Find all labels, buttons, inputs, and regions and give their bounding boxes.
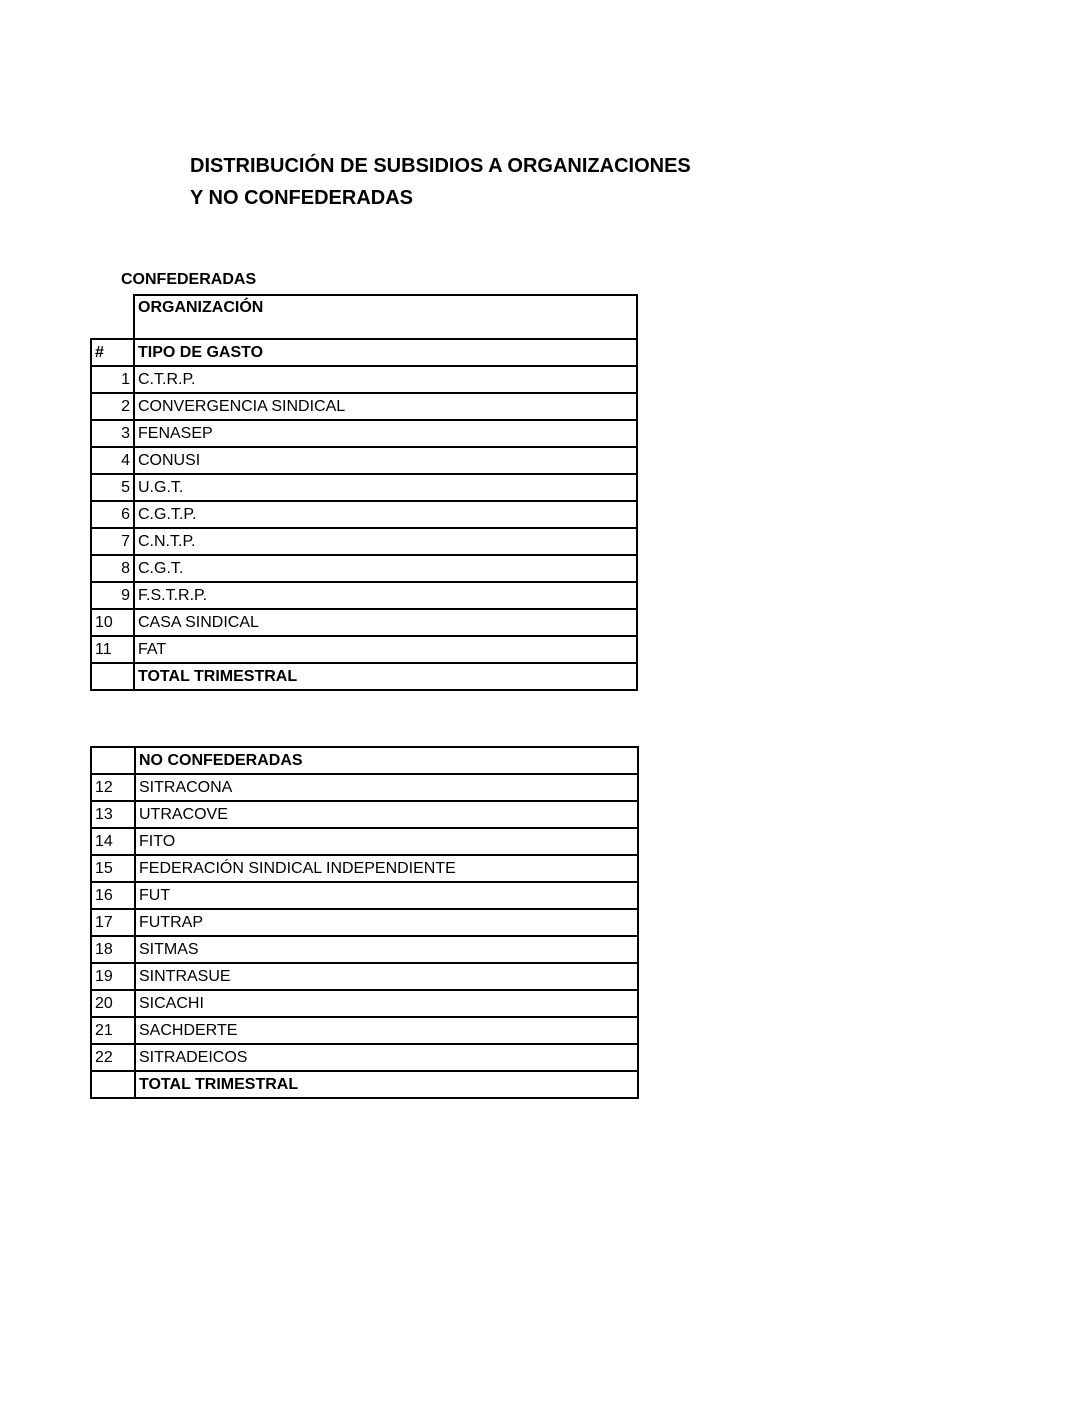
- row-number: 6: [91, 501, 134, 528]
- row-number: 21: [91, 1017, 135, 1044]
- organization-name: FEDERACIÓN SINDICAL INDEPENDIENTE: [135, 855, 638, 882]
- row-number: 20: [91, 990, 135, 1017]
- table-row: [91, 1044, 638, 1071]
- table-row: [91, 555, 637, 582]
- row-number: 14: [91, 828, 135, 855]
- table-row: [91, 855, 638, 882]
- row-number: 11: [91, 636, 134, 663]
- confederadas-label: CONFEDERADAS: [121, 271, 257, 288]
- table-row: [91, 801, 638, 828]
- total-label: TOTAL TRIMESTRAL: [135, 1071, 638, 1098]
- table-row: [91, 501, 637, 528]
- organization-name: FUTRAP: [135, 909, 638, 936]
- row-number: 17: [91, 909, 135, 936]
- empty-cell: [91, 295, 134, 339]
- row-number: 9: [91, 582, 134, 609]
- table-row: [91, 474, 637, 501]
- table-row: [91, 882, 638, 909]
- empty-cell: [91, 747, 135, 774]
- empty-cell: [91, 663, 134, 690]
- no-confederadas-header-row: [91, 747, 638, 774]
- row-number: 12: [91, 774, 135, 801]
- table-row: [91, 909, 638, 936]
- row-number: 22: [91, 1044, 135, 1071]
- no-confederadas-table: [90, 746, 639, 1099]
- organization-name: CONVERGENCIA SINDICAL: [134, 393, 637, 420]
- num-header: #: [91, 339, 134, 366]
- table-row: [91, 393, 637, 420]
- row-number: 3: [91, 420, 134, 447]
- title-line-1: DISTRIBUCIÓN DE SUBSIDIOS A ORGANIZACIONES: [190, 155, 691, 177]
- table-row: [91, 636, 637, 663]
- organization-name: FUT: [135, 882, 638, 909]
- row-number: 7: [91, 528, 134, 555]
- organization-name: F.S.T.R.P.: [134, 582, 637, 609]
- organization-name: SITRACONA: [135, 774, 638, 801]
- table-row: [91, 528, 637, 555]
- table-row: [91, 609, 637, 636]
- row-number: 10: [91, 609, 134, 636]
- table-row: [91, 963, 638, 990]
- confederadas-table: [90, 294, 638, 691]
- table-row: [91, 828, 638, 855]
- table-row: [91, 936, 638, 963]
- organization-name: SINTRASUE: [135, 963, 638, 990]
- organization-name: FITO: [135, 828, 638, 855]
- empty-cell: [91, 1071, 135, 1098]
- organization-name: CASA SINDICAL: [134, 609, 637, 636]
- organization-name: C.T.R.P.: [134, 366, 637, 393]
- organization-name: SICACHI: [135, 990, 638, 1017]
- organization-name: SACHDERTE: [135, 1017, 638, 1044]
- organization-name: SITRADEICOS: [135, 1044, 638, 1071]
- organization-name: U.G.T.: [134, 474, 637, 501]
- table-row: [91, 420, 637, 447]
- total-row: [91, 1071, 638, 1098]
- organization-name: CONUSI: [134, 447, 637, 474]
- row-number: 2: [91, 393, 134, 420]
- row-number: 4: [91, 447, 134, 474]
- row-number: 15: [91, 855, 135, 882]
- row-number: 19: [91, 963, 135, 990]
- total-label: TOTAL TRIMESTRAL: [134, 663, 637, 690]
- organization-name: FAT: [134, 636, 637, 663]
- organization-name: C.G.T.P.: [134, 501, 637, 528]
- organization-name: C.G.T.: [134, 555, 637, 582]
- organization-name: SITMAS: [135, 936, 638, 963]
- table-row: [91, 447, 637, 474]
- organization-name: FENASEP: [134, 420, 637, 447]
- row-number: 1: [91, 366, 134, 393]
- no-confederadas-header: NO CONFEDERADAS: [135, 747, 638, 774]
- row-number: 18: [91, 936, 135, 963]
- type-header: TIPO DE GASTO: [134, 339, 637, 366]
- document-title: [190, 150, 691, 214]
- total-row: [91, 663, 637, 690]
- org-header-row: [91, 295, 637, 339]
- row-number: 5: [91, 474, 134, 501]
- title-line-2: Y NO CONFEDERADAS: [190, 187, 413, 209]
- type-header-row: [91, 339, 637, 366]
- row-number: 13: [91, 801, 135, 828]
- table-row: [91, 582, 637, 609]
- row-number: 16: [91, 882, 135, 909]
- table-row: [91, 366, 637, 393]
- table-row: [91, 990, 638, 1017]
- organization-name: C.N.T.P.: [134, 528, 637, 555]
- org-header: ORGANIZACIÓN: [134, 295, 637, 339]
- table-row: [91, 1017, 638, 1044]
- organization-name: UTRACOVE: [135, 801, 638, 828]
- row-number: 8: [91, 555, 134, 582]
- table-row: [91, 774, 638, 801]
